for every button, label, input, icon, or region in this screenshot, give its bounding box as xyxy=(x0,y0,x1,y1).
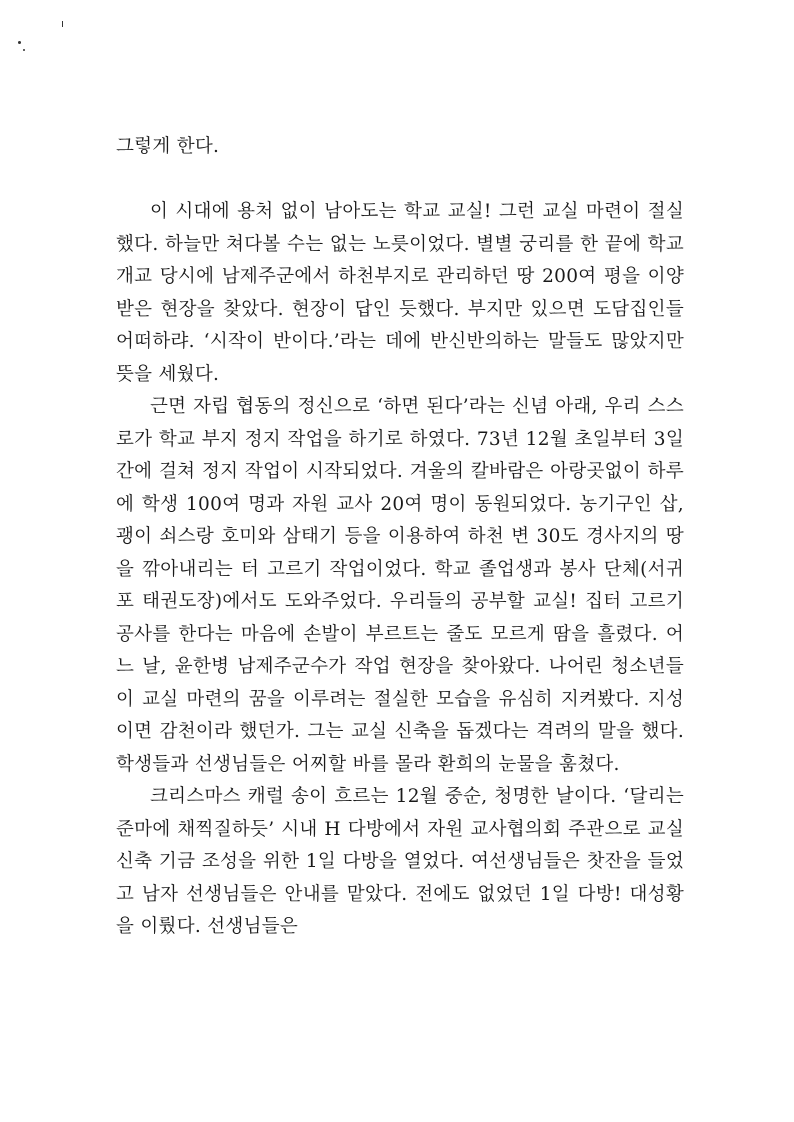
paragraph-one-day-cafe: 크리스마스 캐럴 송이 흐르는 12월 중순, 청명한 날이다. ‘달리는 준마에 채찍질하듯’ 시내 H 다방에서 자원 교사협의회 주관으로 교실 신축 기금 조성을 위한 1일 다방을 열었다. 여선생님들은 찻잔을 들었고 남자 선생님들은 안내를 맡았다. 전에도 없었던 1일 다방! 대성황을 이뤘다. 선생님들은 xyxy=(116,786,684,937)
paragraph-land-leveling: 근면 자립 협동의 정신으로 ‘하면 된다’라는 신념 아래, 우리 스스로가 학교 부지 정지 작업을 하기로 하였다. 73년 12월 초일부터 3일간에 걸쳐 정지 작업이 시작되었다. 겨울의 칼바람은 아랑곳없이 하루에 학생 100여 명과 자원 교사 20여 명이 동원되었다. 농기구인 삽, 괭이 쇠스랑 호미와 삼태기 등을 이용하여 하천 변 30도 경사지의 땅을 깎아내리는 터 고르기 작업이었다. 학교 졸업생과 봉사 단체(서귀포 태권도장)에서도 도와주었다. 우리들의 공부할 교실! 집터 고르기 공사를 한다는 마음에 손발이 부르트는 줄도 모르게 땀을 흘렸다. 어느 날, 윤한병 남제주군수가 작업 현장을 찾아왔다. 나어린 청소년들이 교실 마련의 꿈을 이루려는 절실한 모습을 유심히 지켜봤다. 지성이면 감천이라 했던가. 그는 교실 신축을 돕겠다는 격려의 말을 했다. 학생들과 선생님들은 어찌할 바를 몰라 환희의 눈물을 훔쳤다. xyxy=(116,396,684,775)
scan-artifact-mark xyxy=(62,21,63,27)
continuation-line: 그렇게 한다. xyxy=(116,136,220,157)
paragraph-classroom-need: 이 시대에 용처 없이 남아도는 학교 교실! 그런 교실 마련이 절실했다. 하늘만 쳐다볼 수는 없는 노릇이었다. 별별 궁리를 한 끝에 학교 개교 당시에 남제주군에서 하천부지로 관리하던 땅 200여 평을 이양받은 현장을 찾았다. 현장이 답인 듯했다. 부지만 있으면 도담집인들 어떠하랴. ‘시작이 반이다.’라는 데에 반신반의하는 말들도 많았지만 뜻을 세웠다. xyxy=(116,201,684,385)
scan-artifact-dot xyxy=(18,41,21,44)
continuation-text-block xyxy=(116,131,684,164)
body-text-block xyxy=(116,196,684,944)
scan-artifact-dot xyxy=(23,49,25,51)
